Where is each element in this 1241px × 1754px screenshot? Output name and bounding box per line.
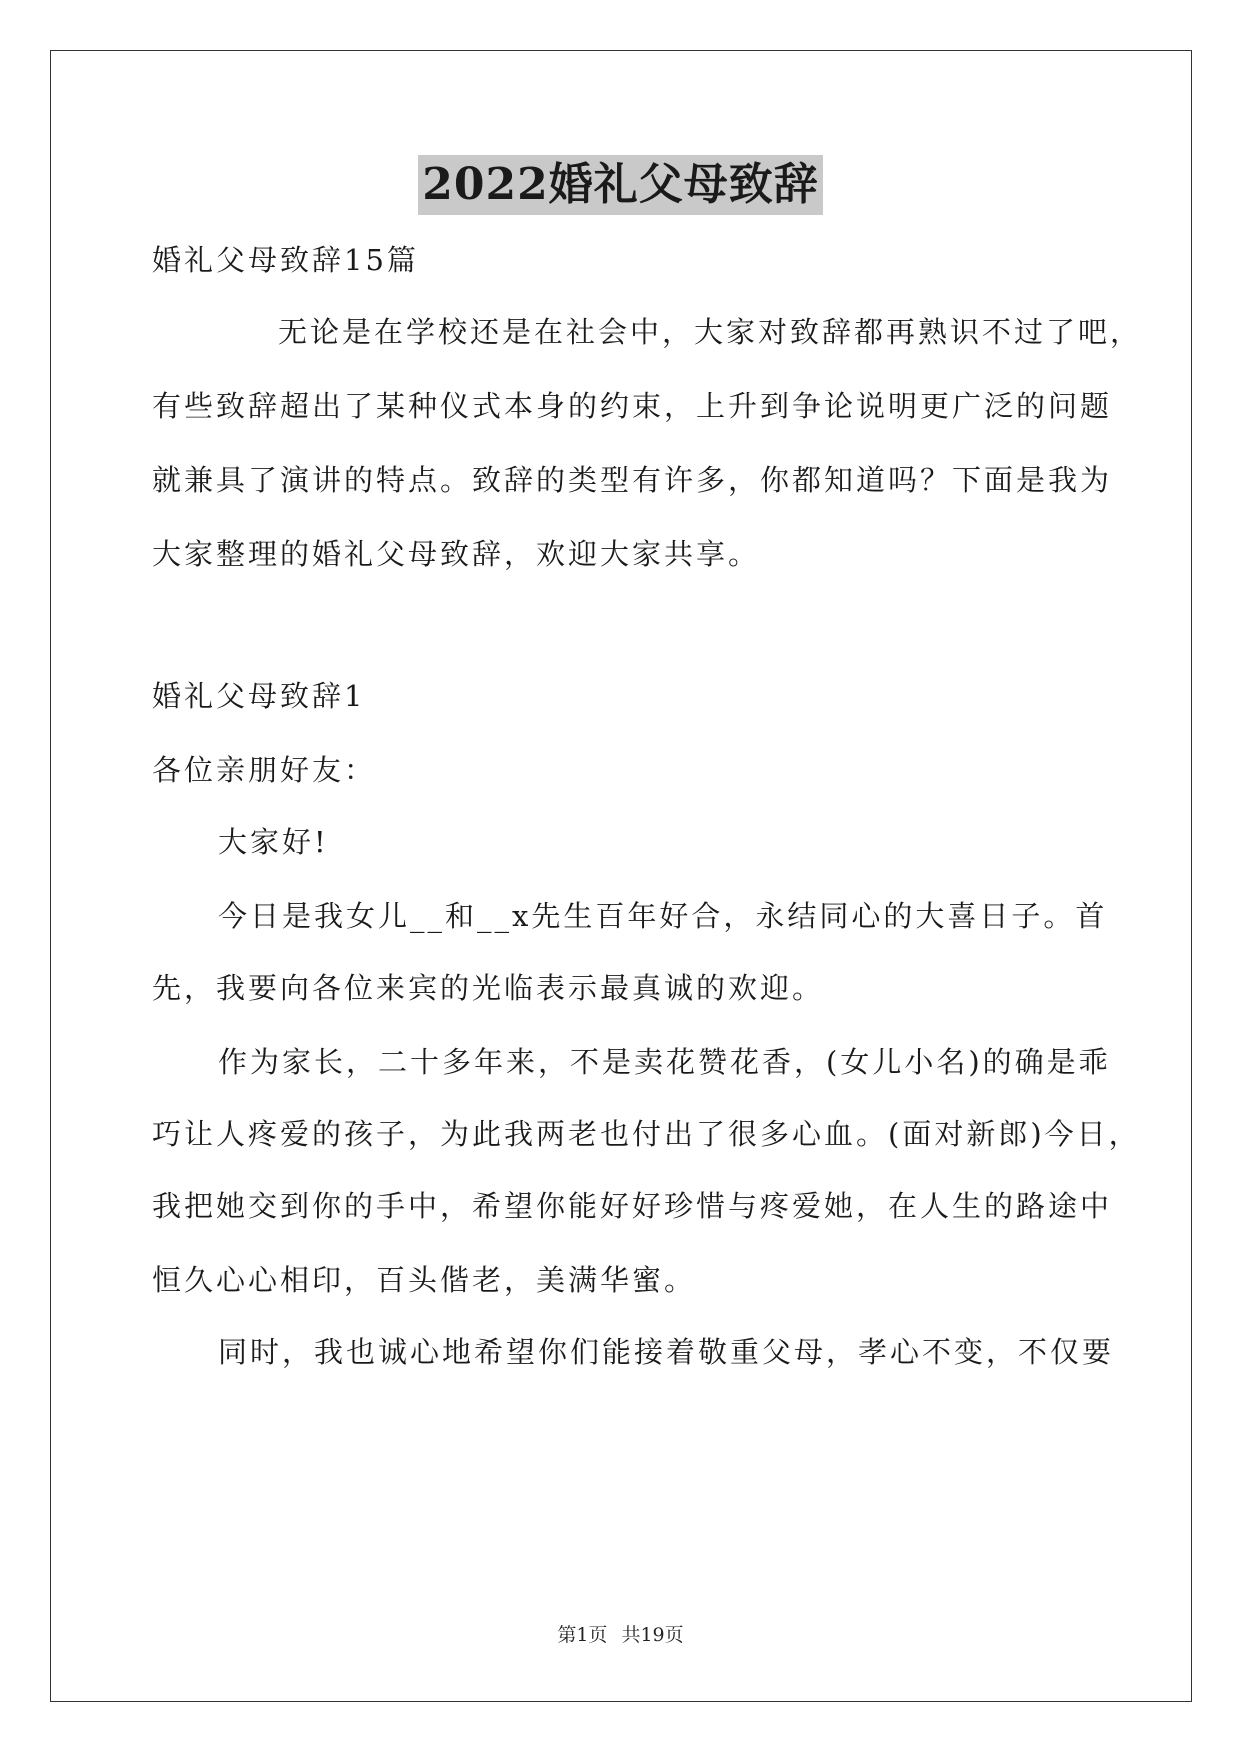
page-border <box>50 50 1192 1702</box>
greeting: 大家好! <box>218 825 329 859</box>
paragraph-line: 先，我要向各位来宾的光临表示最真诚的欢迎。 <box>152 971 825 1005</box>
paragraph-line: 同时，我也诚心地希望你们能接着敬重父母，孝心不变，不仅要 <box>218 1335 1115 1369</box>
paragraph-line: 巧让人疼爱的孩子，为此我两老也付出了很多心血。(面对新郎)今日， <box>152 1117 1141 1151</box>
paragraph-line: 作为家长，二十多年来，不是卖花赞花香，(女儿小名)的确是乖 <box>218 1045 1111 1079</box>
title-container <box>0 155 1241 215</box>
paragraph-line: 恒久心心相印，百头偕老，美满华蜜。 <box>152 1263 697 1297</box>
page-number: 第1页 <box>557 1624 608 1646</box>
page-total: 共19页 <box>621 1624 684 1646</box>
salutation: 各位亲朋好友： <box>152 753 377 787</box>
document-title: 2022婚礼父母致辞 <box>418 155 822 215</box>
intro-line: 无论是在学校还是在社会中，大家对致辞都再熟识不过了吧， <box>278 315 1143 349</box>
intro-line: 就兼具了演讲的特点。致辞的类型有许多，你都知道吗？下面是我为 <box>152 463 1113 497</box>
subtitle: 婚礼父母致辞15篇 <box>152 243 419 277</box>
intro-line: 大家整理的婚礼父母致辞，欢迎大家共享。 <box>152 537 761 571</box>
intro-line: 有些致辞超出了某种仪式本身的约束，上升到争论说明更广泛的问题 <box>152 389 1113 423</box>
section-heading: 婚礼父母致辞1 <box>152 679 366 713</box>
page-footer <box>0 1623 1241 1647</box>
paragraph-line: 我把她交到你的手中，希望你能好好珍惜与疼爱她，在人生的路途中 <box>152 1189 1113 1223</box>
paragraph-line: 今日是我女儿__和__x先生百年好合，永结同心的大喜日子。首 <box>218 899 1108 933</box>
